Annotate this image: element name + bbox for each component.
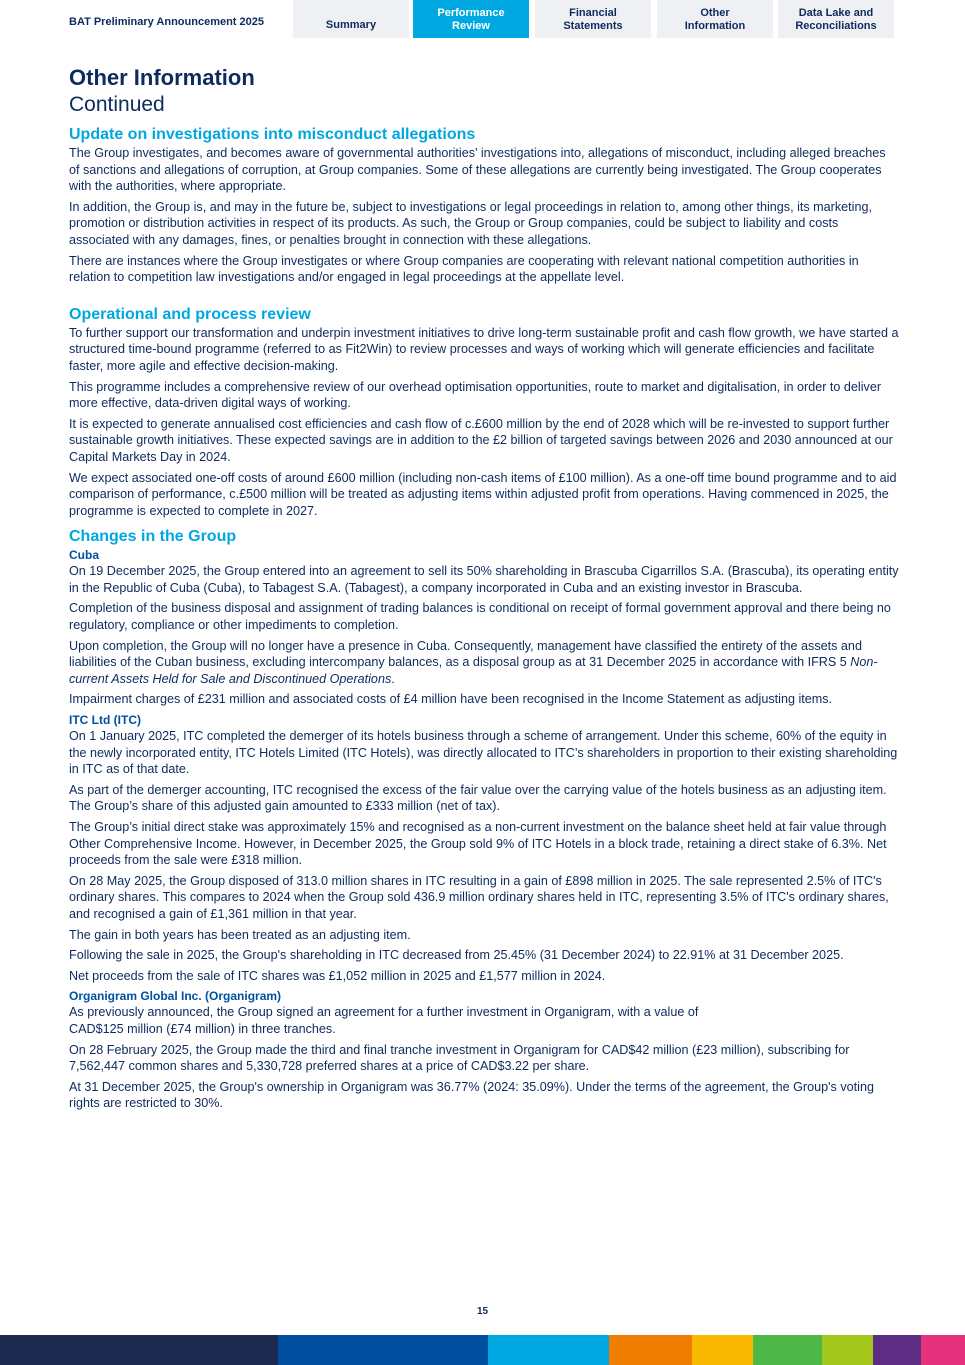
footer-stripe: [488, 1335, 609, 1365]
paragraph: The gain in both years has been treated as an adjusting item.: [69, 927, 411, 942]
paragraph: Impairment charges of £231 million and associated costs of £4 million have been recognised in the Income Statement as adjusting items.: [69, 692, 833, 707]
tab-performance-review[interactable]: [413, 0, 529, 38]
paragraph-line: CAD$125 million (£74 million) in three tranches.: [69, 1021, 336, 1036]
tab-other-information-label-1: Other: [700, 7, 730, 19]
subheading-organigram: Organigram Global Inc. (Organigram): [69, 989, 282, 1004]
tab-data-lake-label-1: Data Lake and: [798, 7, 874, 19]
subheading-itc: ITC Ltd (ITC): [69, 713, 141, 728]
footer-stripe: [609, 1335, 692, 1365]
section-heading-changes: Changes in the Group: [69, 528, 237, 546]
footer-stripe: [822, 1335, 873, 1365]
footer-stripe: [873, 1335, 921, 1365]
tab-other-information-label-2: Information: [684, 20, 746, 32]
paragraph: To further support our transformation and underpin investment initiatives to drive long-term sustainable profit and cash flow growth, we have started a structured time-bound programme (referred to as Fit2Win) to review processes and ways of working which will generate efficiencies and facilitate faster, more agile and effective decision-making.: [69, 325, 899, 373]
paragraph: In addition, the Group is, and may in the future be, subject to investigations or legal proceedings in relation to, among other things, its marketing, promotion or distribution activities in respect of its products. As such, the Group or Group companies, could be subject to liability and costs associated with any damages, fines, or penalties brought in connection with these allegations.: [69, 199, 872, 247]
document-title: BAT Preliminary Announcement 2025: [69, 16, 264, 28]
page-number: 15: [476, 1306, 489, 1317]
tab-data-lake-label-2: Reconciliations: [795, 20, 877, 32]
subheading-cuba: Cuba: [69, 548, 99, 563]
section-heading-investigations: Update on investigations into misconduct allegations: [69, 126, 476, 143]
paragraph: As part of the demerger accounting, ITC recognised the excess of the fair value over the carrying value of the hotels business as an adjusting item. The Group’s share of this adjusted gain amounted to £333 million (net of tax).: [69, 782, 887, 814]
page-subtitle: Continued: [69, 93, 165, 116]
paragraph: Net proceeds from the sale of ITC shares was £1,052 million in 2025 and £1,577 million in 2024.: [69, 968, 606, 983]
tab-summary-label: Summary: [325, 18, 377, 31]
tab-financial-statements[interactable]: [535, 0, 651, 38]
section-heading-operational: Operational and process review: [69, 305, 311, 323]
footer-stripe: [0, 1335, 278, 1365]
paragraph: On 28 February 2025, the Group made the third and final tranche investment in Organigram for CAD$42 million (£23 million), subscribing for 7,562,447 common shares and 5,330,728 preferred shares at a price of CAD$3.22 per share.: [69, 1042, 850, 1074]
paragraph: We expect associated one-off costs of around £600 million (including non-cash items of £100 million). As a one-off time bound programme and to aid comparison of performance, c.£500 million will be treated as adjusting items within adjusted profit from operations. Having commenced in 2025, the programme is expected to complete in 2027.: [69, 470, 897, 518]
paragraph: [69, 1004, 899, 1037]
paragraph: On 1 January 2025, ITC completed the demerger of its hotels business through a scheme of arrangement. Under this scheme, 60% of the equity in the newly incorporated entity, ITC Hotels Limited (ITC Hotels), was directly allocated to ITC’s shareholders in proportion to their existing shareholding in ITC as of that date.: [69, 729, 898, 777]
paragraph: Completion of the business disposal and assignment of trading balances is conditional on receipt of formal government approval and there being no regulatory, compliance or other impediments to completion.: [69, 601, 891, 633]
tab-data-lake[interactable]: [778, 0, 894, 38]
tab-performance-review-label-1: Performance: [437, 7, 505, 19]
paragraph: On 19 December 2025, the Group entered into an agreement to sell its 50% shareholding in Brascuba Cigarrillos S.A. (Brascuba), its operating entity in the Republic of Cuba (Cuba), to Tabagest S.A. (Tabagest), a company incorporated in Cuba and an existing investor in Brascuba.: [69, 564, 899, 595]
paragraph: This programme includes a comprehensive review of our overhead optimisation opportunities, route to market and digitalisation, in order to deliver more effective, data-driven digital ways of working.: [69, 379, 882, 411]
page-content: [69, 64, 899, 1116]
footer-stripe: [753, 1335, 822, 1365]
paragraph: It is expected to generate annualised cost efficiencies and cash flow of c.£600 million by the end of 2028 which will be re-invested to support further sustainable growth initiatives. These expected savings are in addition to the £2 billion of targeted savings between 2026 and 2030 announced at our Capital Markets Day in 2024.: [69, 416, 893, 464]
tab-financial-statements-label-1: Financial: [569, 7, 617, 19]
ifrs-standard-title: Non-current Assets Held for Sale and Discontinued Operations: [69, 655, 878, 686]
paragraph-text: .: [391, 671, 395, 686]
paragraph: The Group investigates, and becomes aware of governmental authorities’ investigations into, allegations of misconduct, including alleged breaches of sanctions and allegations of corruption, at Group companies. Some of these allegations are currently being investigated. The Group cooperates with the authorities, where appropriate.: [69, 146, 886, 194]
footer-stripe: [692, 1335, 753, 1365]
paragraph: [69, 638, 899, 688]
paragraph-text: Upon completion, the Group will no longer have a presence in Cuba. Consequently, management have classified the entirety of the assets and liabilities of the Cuban business, excluding intercompany balances, as a disposal group as at 31 December 2025 in accordance with IFRS 5: [69, 638, 862, 670]
paragraph-line: As previously announced, the Group signed an agreement for a further investment in Organigram, with a value of: [69, 1005, 699, 1020]
paragraph: The Group’s initial direct stake was approximately 15% and recognised as a non-current investment on the balance sheet held at fair value through Other Comprehensive Income. However, in December 2025, the Group sold 9% of ITC Hotels in a block trade, retaining a direct stake of 6.3%. Net proceeds from the sale were £318 million.: [69, 820, 887, 868]
tab-summary[interactable]: [293, 0, 409, 38]
tab-financial-statements-label-2: Statements: [563, 20, 623, 32]
paragraph: Following the sale in 2025, the Group's shareholding in ITC decreased from 25.45% (31 December 2024) to 22.91% at 31 December 2025.: [69, 948, 844, 963]
tab-performance-review-label-2: Review: [452, 20, 490, 32]
paragraph: There are instances where the Group investigates or where Group companies are cooperating with relevant national competition authorities in relation to competition law investigations and/or engaged in legal proceedings at the appellate level.: [69, 253, 859, 285]
tab-other-information[interactable]: [657, 0, 773, 38]
footer-stripe: [278, 1335, 488, 1365]
paragraph: At 31 December 2025, the Group's ownership in Organigram was 36.77% (2024: 35.09%). Under the terms of the agreement, the Group's voting rights are restricted to 30%.: [69, 1079, 874, 1111]
footer-stripe: [921, 1335, 965, 1365]
top-navigation: [0, 0, 965, 38]
paragraph: On 28 May 2025, the Group disposed of 313.0 million shares in ITC resulting in a gain of £898 million in 2025. The sale represented 2.5% of ITC's ordinary shares. This compares to 2024 when the Group sold 436.9 million ordinary shares held in ITC, representing 3.5% of ITC's ordinary shares, and recognised a gain of £1,361 million in that year.: [69, 873, 889, 921]
page-title: Other Information: [69, 65, 255, 90]
footer-color-bar: [0, 1335, 965, 1365]
